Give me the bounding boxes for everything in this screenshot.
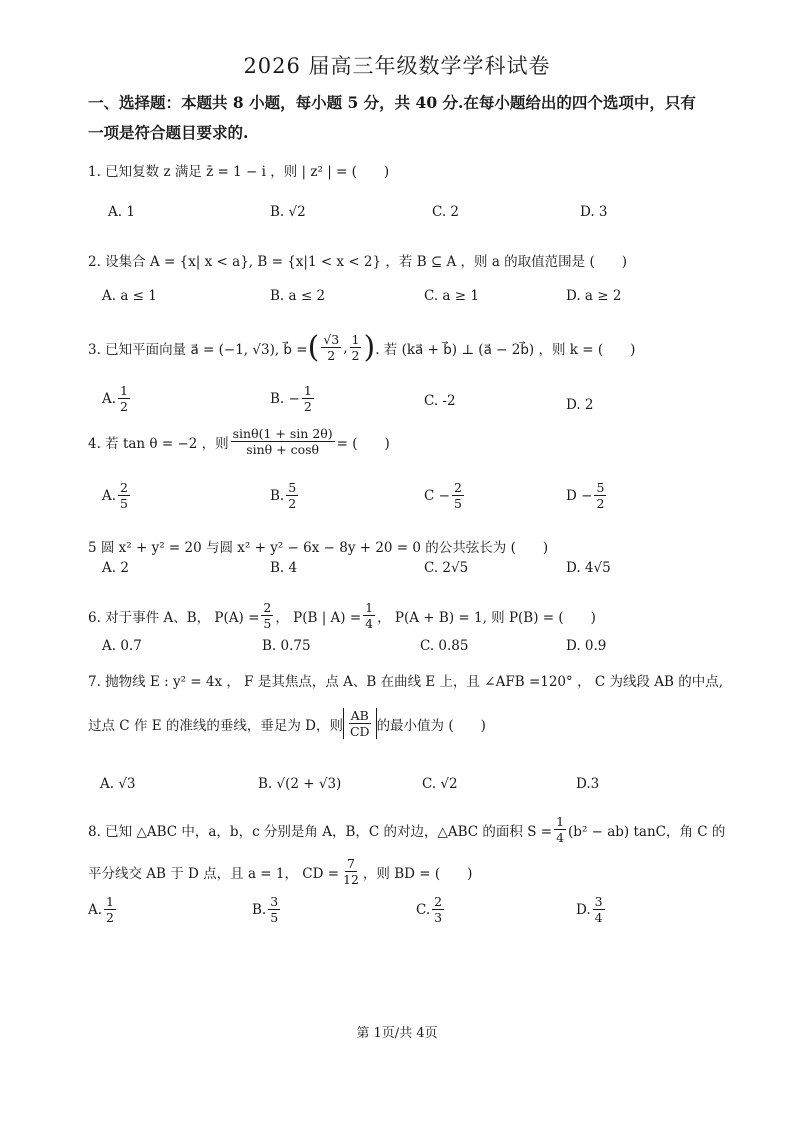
q3-b-num: 1 (303, 383, 312, 398)
q7-option-c: C. √2 (422, 776, 458, 792)
q4-a-label: A. (102, 487, 117, 504)
q7-option-a: A. √3 (100, 776, 136, 792)
q3-option-a (102, 383, 132, 414)
page-footer: 第 1页/共 4页 (356, 1026, 438, 1041)
q8-b-label: B. (252, 901, 267, 918)
question-3-stem (88, 329, 636, 365)
q4-expr-num: sinθ(1 + sin 2θ) (232, 426, 333, 441)
q8-cd-frac (341, 856, 361, 887)
q4-d-frac (594, 480, 606, 511)
q6-pa-frac (261, 600, 273, 631)
q8-b-num: 3 (270, 894, 279, 909)
question-8-line-1 (88, 814, 725, 845)
q4-option-c (424, 480, 466, 511)
q4-c-num: 2 (453, 480, 462, 495)
q8-d-den: 4 (594, 910, 603, 925)
q3-b-frac (302, 383, 314, 414)
q3-option-b (270, 383, 316, 414)
q6-stem-pre: 6. 对于事件 A、B， P(A) = (88, 609, 260, 626)
q3-a-den: 2 (120, 399, 128, 414)
q4-c-frac (452, 480, 464, 511)
q3-b-label: B. − (270, 390, 300, 407)
question-5-stem: 5 圆 x² + y² = 20 与圆 x² + y² − 6x − 8y + 20 = 0 的公共弦长为 ( ) (88, 540, 549, 556)
q3-paren-right: ) (363, 329, 376, 365)
section-heading: 一、选择题：本题共 8 小题，每小题 5 分，共 40 分.在每小题给出的四个选项中，只有一项是符合题目要求的. (88, 93, 696, 142)
q4-option-b (270, 480, 300, 511)
q3-vec-den2: 2 (351, 348, 360, 363)
q4-expression-frac (231, 426, 335, 457)
q8-b-den: 5 (270, 910, 279, 925)
q6-option-b: B. 0.75 (262, 638, 311, 654)
q5-option-a: A. 2 (102, 560, 129, 576)
q1-option-b: B. √2 (270, 204, 306, 220)
q3-vector-component-1 (321, 332, 341, 363)
q8-s-den: 4 (556, 830, 565, 845)
q3-vec-num2: 1 (351, 332, 360, 347)
question-5-options (0, 560, 794, 600)
q5-option-c: C. 2√5 (424, 560, 469, 576)
q8-a-num: 1 (106, 894, 114, 909)
q8-a-frac (104, 894, 116, 925)
q7-line2-post: 的最小值为 ( ) (376, 717, 486, 734)
q7-line2-pre: 过点 C 作 E 的准线的垂线，垂足为 D，则 (88, 717, 343, 734)
q4-b-num: 5 (288, 480, 297, 495)
q3-a-num: 1 (120, 383, 128, 398)
q8-option-c (416, 894, 446, 925)
q6-pba-num: 1 (365, 600, 374, 615)
question-6-stem (88, 600, 596, 631)
q7-option-d: D.3 (576, 776, 600, 792)
q6-pba-den: 4 (365, 616, 374, 631)
question-4-options (0, 480, 794, 520)
q3-vec-den1: 2 (327, 348, 336, 363)
q3-stem-pre: 3. 已知平面向量 a⃗ = (−1, √3), b⃗ = (88, 341, 308, 358)
q4-option-a (102, 480, 132, 511)
q2-option-a: A. a ≤ 1 (102, 288, 157, 304)
q4-b-frac (286, 480, 298, 511)
q4-c-label: C − (424, 487, 450, 504)
q7-ratio-num: AB (350, 708, 369, 723)
q6-pa-den: 5 (263, 616, 272, 631)
q4-option-d (566, 480, 608, 511)
q7-ratio-den: CD (349, 724, 370, 739)
q7-ratio-abs (343, 708, 377, 739)
question-3-options (0, 383, 794, 423)
q3-option-d: D. 2 (566, 397, 594, 413)
q8-line1-post: (b² − ab) tanC，角 C 的 (568, 823, 726, 840)
q6-pa-num: 2 (263, 600, 272, 615)
q7-ratio-frac (348, 708, 372, 739)
q2-option-c: C. a ≥ 1 (424, 288, 479, 304)
q8-line1-pre: 8. 已知 △ABC 中，a，b，c 分别是角 A，B，C 的对边，△ABC 的面积 S = (88, 823, 553, 840)
q3-vector-component-2 (350, 332, 362, 363)
q8-line2-pre: 平分线交 AB 于 D 点，且 a = 1， CD = (88, 865, 340, 882)
question-7-options (0, 776, 794, 816)
q3-a-label: A. (102, 390, 117, 407)
question-1-stem: 1. 已知复数 z 满足 z̄ = 1 − i ，则 | z² | = ( ) (88, 164, 390, 180)
q8-c-label: C. (416, 901, 431, 918)
q8-c-den: 3 (434, 910, 443, 925)
q8-b-frac (268, 894, 280, 925)
q8-d-num: 3 (594, 894, 603, 909)
q6-option-c: C. 0.85 (420, 638, 469, 654)
q3-comma: , (343, 339, 348, 356)
q7-option-b: B. √(2 + √3) (258, 776, 342, 792)
q4-b-den: 2 (288, 496, 297, 511)
q3-paren-left: ( (307, 329, 320, 365)
q4-a-frac (118, 480, 130, 511)
q3-vec-num1: √3 (323, 332, 340, 347)
question-8-options (0, 894, 794, 934)
q8-option-a (88, 894, 118, 925)
q8-s-num: 1 (556, 814, 565, 829)
question-4-stem (88, 426, 390, 457)
q8-a-den: 2 (106, 910, 114, 925)
q3-a-frac (118, 383, 130, 414)
q1-option-a: A. 1 (108, 204, 135, 220)
question-7-line-2 (88, 708, 486, 739)
q8-cd-num: 7 (347, 856, 355, 871)
q3-option-c: C. -2 (424, 393, 456, 409)
q8-cd-den: 12 (343, 872, 359, 887)
question-7-line-1: 7. 抛物线 E : y² = 4x ， F 是其焦点，点 A、B 在曲线 E 上，且 ∠AFB =120° ， C 为线段 AB 的中点, (88, 674, 724, 690)
q4-b-label: B. (270, 487, 285, 504)
q4-a-num: 2 (120, 480, 128, 495)
q6-option-d: D. 0.9 (566, 638, 607, 654)
q4-stem-pre: 4. 若 tan θ = −2 ，则 (88, 435, 229, 452)
q4-stem-post: = ( ) (336, 435, 390, 452)
q4-d-num: 5 (596, 480, 605, 495)
question-2-options (0, 288, 794, 328)
q1-option-d: D. 3 (580, 204, 608, 220)
question-1-options (0, 204, 794, 244)
q8-s-frac (554, 814, 566, 845)
q6-stem-mid: ， P(B | A) = (275, 609, 362, 626)
q6-option-a: A. 0.7 (102, 638, 142, 654)
q3-stem-post: . 若 (ka⃗ + b⃗) ⊥ (a⃗ − 2b⃗) ，则 k = ( ) (375, 341, 636, 358)
q8-a-label: A. (88, 901, 103, 918)
q4-expr-den: sinθ + cosθ (246, 442, 320, 457)
q2-option-d: D. a ≥ 2 (566, 288, 622, 304)
question-2-stem: 2. 设集合 A = {x| x < a}, B = {x|1 < x < 2} ，若 B ⊆ A ，则 a 的取值范围是 ( ) (88, 254, 628, 270)
q6-pba-frac (363, 600, 375, 631)
q5-option-b: B. 4 (270, 560, 298, 576)
q8-d-label: D. (576, 901, 591, 918)
q2-option-b: B. a ≤ 2 (270, 288, 326, 304)
q4-d-den: 2 (596, 496, 605, 511)
q8-line2-post: ，则 BD = ( ) (362, 865, 473, 882)
page-title: 2026 届高三年级数学学科试卷 (243, 54, 551, 78)
q3-b-den: 2 (303, 399, 312, 414)
q4-c-den: 5 (453, 496, 462, 511)
q4-d-label: D − (566, 487, 593, 504)
q1-option-c: C. 2 (432, 204, 460, 220)
q8-c-num: 2 (434, 894, 443, 909)
q8-option-d (576, 894, 607, 925)
q8-d-frac (593, 894, 605, 925)
q5-option-d: D. 4√5 (566, 560, 611, 576)
q6-stem-post: ， P(A + B) = 1, 则 P(B) = ( ) (377, 609, 596, 626)
question-8-line-2 (88, 856, 472, 887)
q8-c-frac (432, 894, 444, 925)
q4-a-den: 5 (120, 496, 128, 511)
q8-option-b (252, 894, 282, 925)
